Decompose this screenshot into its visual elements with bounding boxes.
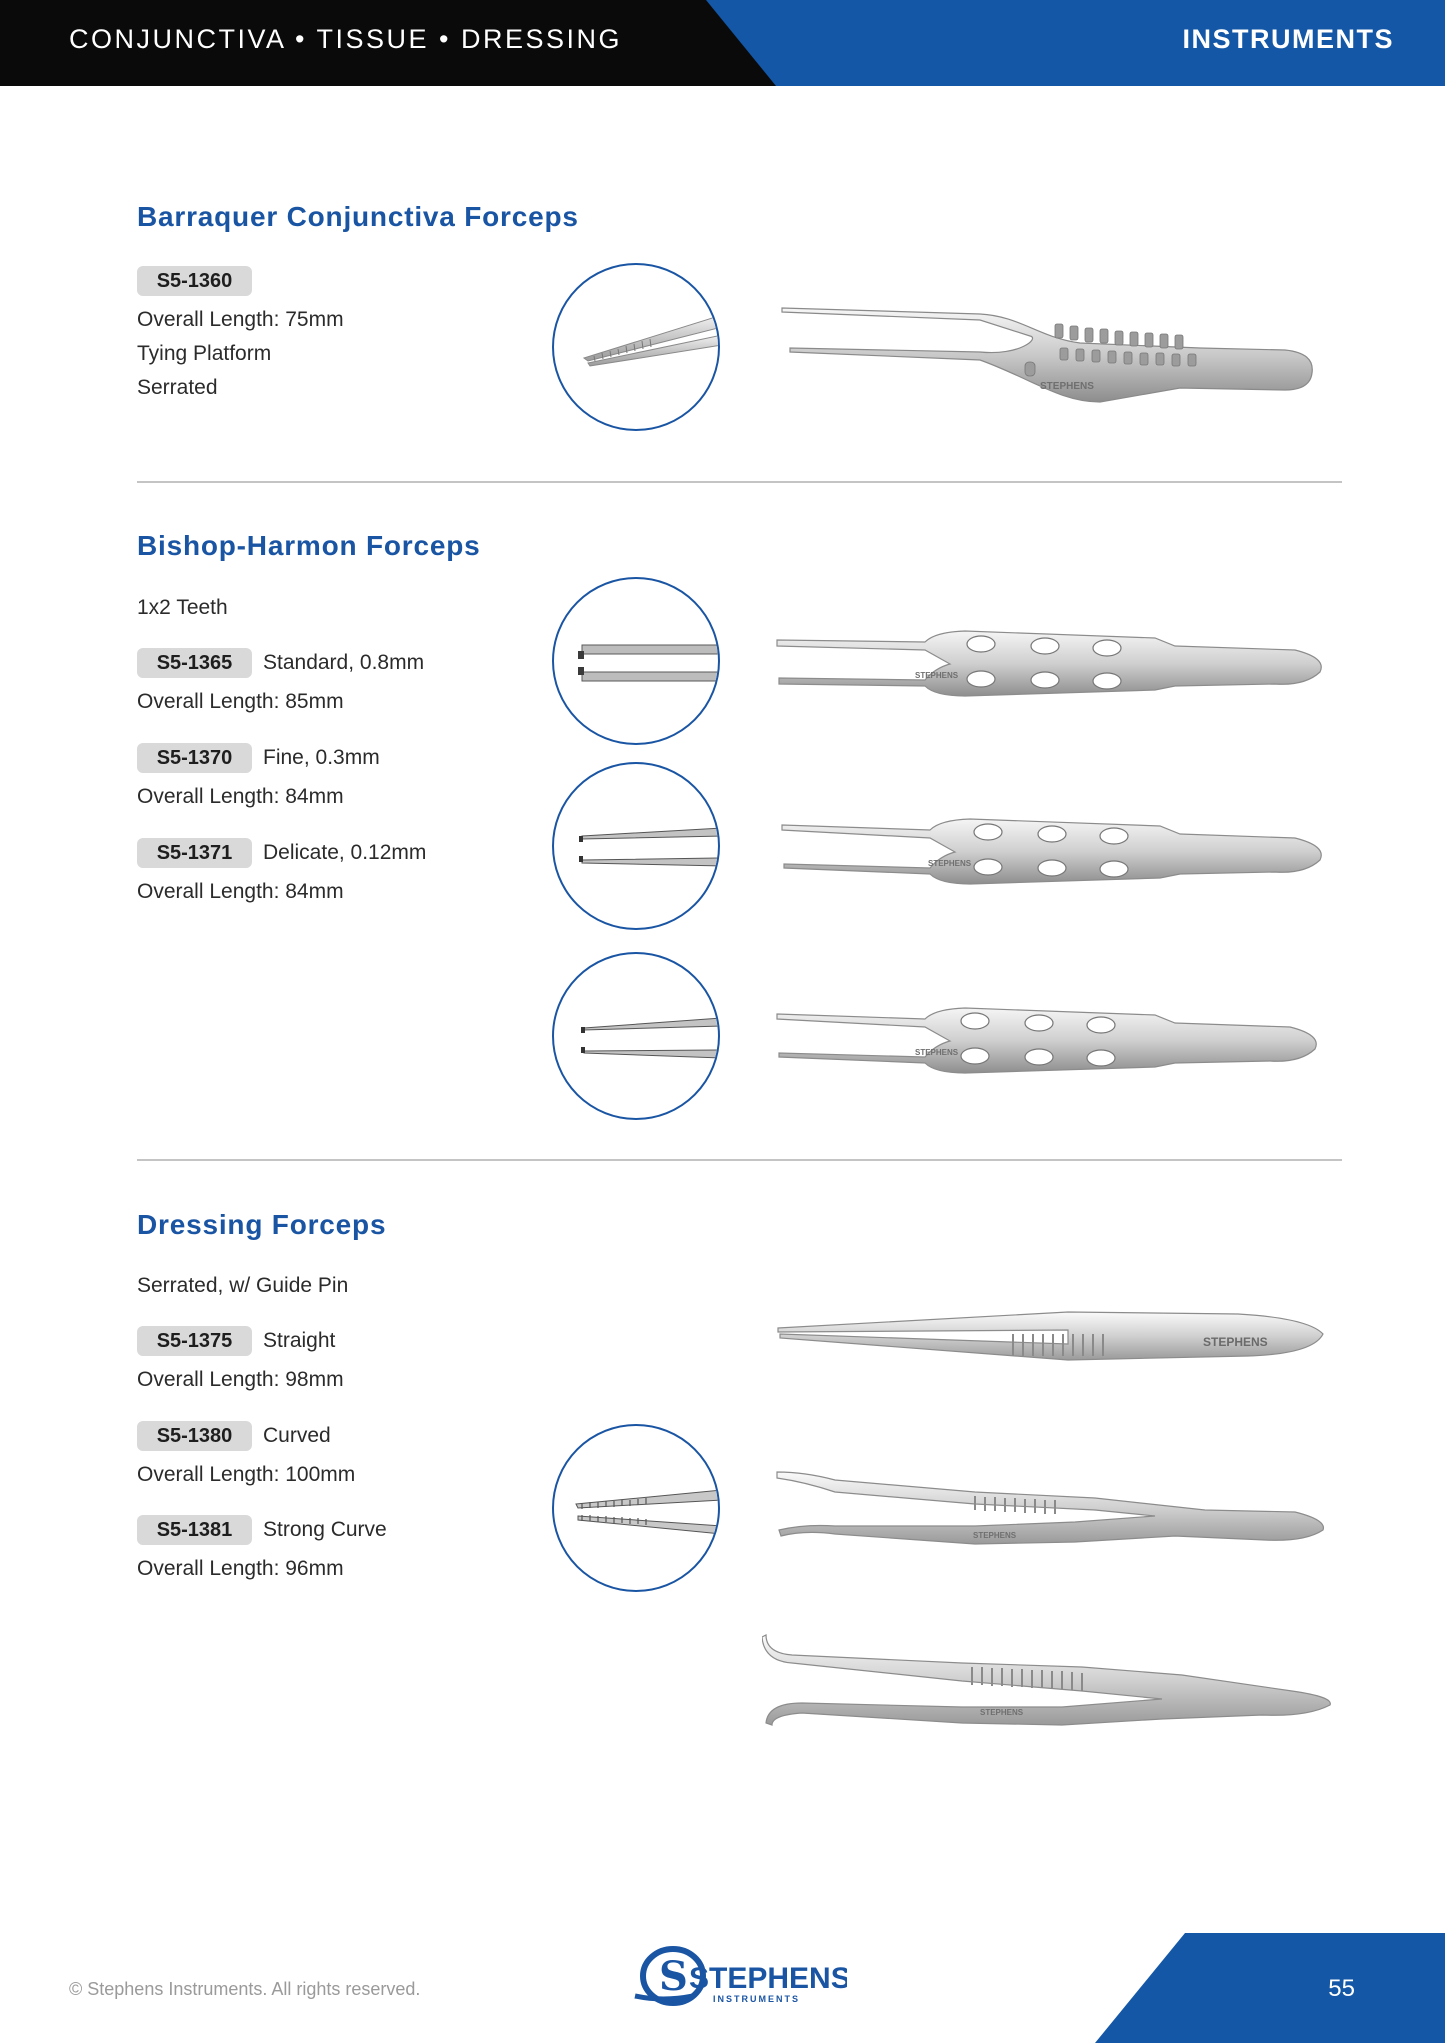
- tip-detail-circle: [552, 762, 720, 930]
- section-divider: [137, 1159, 1342, 1161]
- instrument-bishop-harmon-delicate: [775, 997, 1325, 1087]
- svg-text:STEPHENS: STEPHENS: [980, 1708, 1024, 1717]
- spec-overall-length: Overall Length: 75mm: [137, 308, 344, 331]
- instrument-bishop-harmon-fine: [780, 808, 1330, 898]
- page-number: 55: [1328, 1975, 1355, 2002]
- svg-text:STEPHENS: STEPHENS: [928, 859, 972, 868]
- logo-wordmark: STEPHENS: [689, 1962, 847, 1995]
- variant-label: Fine, 0.3mm: [263, 746, 380, 769]
- instrument-dressing-straight: [768, 1290, 1328, 1390]
- spec-overall-length: Overall Length: 98mm: [137, 1368, 344, 1391]
- spec-overall-length: Overall Length: 100mm: [137, 1463, 356, 1486]
- svg-text:STEPHENS: STEPHENS: [915, 1048, 959, 1057]
- tip-detail-circle: [552, 1424, 720, 1592]
- svg-text:STEPHENS: STEPHENS: [915, 671, 959, 680]
- product-code-s5-1380: S5-1380: [137, 1421, 252, 1451]
- svg-text:STEPHENS: STEPHENS: [973, 1531, 1017, 1540]
- header-section: INSTRUMENTS: [1182, 24, 1394, 54]
- spec-overall-length: Overall Length: 84mm: [137, 880, 344, 903]
- instrument-engraving: STEPHENS: [1040, 381, 1094, 392]
- section-subtitle: Serrated, w/ Guide Pin: [137, 1274, 349, 1297]
- tip-detail-circle: [552, 263, 720, 431]
- variant-label: Delicate, 0.12mm: [263, 841, 427, 864]
- spec-overall-length: Overall Length: 85mm: [137, 690, 344, 713]
- instrument-barraquer-forceps: [780, 298, 1320, 408]
- section-title-barraquer: Barraquer Conjunctiva Forceps: [137, 201, 579, 232]
- variant-label: Straight: [263, 1329, 336, 1352]
- product-code-s5-1375: S5-1375: [137, 1326, 252, 1356]
- product-code-s5-1381: S5-1381: [137, 1515, 252, 1545]
- page-header: [0, 0, 1445, 86]
- instrument-dressing-strong-curve: [762, 1633, 1337, 1733]
- product-code-s5-1370: S5-1370: [137, 743, 252, 773]
- section-title-dressing: Dressing Forceps: [137, 1209, 387, 1240]
- logo-subtext: INSTRUMENTS: [713, 1994, 800, 2004]
- svg-text:S: S: [659, 1953, 688, 2000]
- spec-tying-platform: Tying Platform: [137, 342, 272, 365]
- section-title-bishop-harmon: Bishop-Harmon Forceps: [137, 530, 481, 561]
- spec-overall-length: Overall Length: 96mm: [137, 1557, 344, 1580]
- spec-serrated: Serrated: [137, 376, 218, 399]
- variant-label: Curved: [263, 1424, 331, 1447]
- product-code-s5-1360: S5-1360: [137, 266, 252, 296]
- section-subtitle: 1x2 Teeth: [137, 596, 228, 619]
- stephens-logo: [633, 1946, 847, 2008]
- copyright-text: © Stephens Instruments. All rights reserved.: [69, 1979, 421, 1999]
- variant-label: Strong Curve: [263, 1518, 387, 1541]
- instrument-bishop-harmon-standard: [775, 620, 1330, 710]
- instrument-dressing-curved: [775, 1460, 1330, 1560]
- svg-text:STEPHENS: STEPHENS: [1203, 1335, 1268, 1349]
- spec-overall-length: Overall Length: 84mm: [137, 785, 344, 808]
- section-divider: [137, 481, 1342, 483]
- variant-label: Standard, 0.8mm: [263, 651, 425, 674]
- product-code-s5-1371: S5-1371: [137, 838, 252, 868]
- product-code-s5-1365: S5-1365: [137, 648, 252, 678]
- header-category: CONJUNCTIVA • TISSUE • DRESSING: [69, 24, 622, 54]
- tip-detail-circle: [552, 577, 720, 745]
- tip-detail-circle: [552, 952, 720, 1120]
